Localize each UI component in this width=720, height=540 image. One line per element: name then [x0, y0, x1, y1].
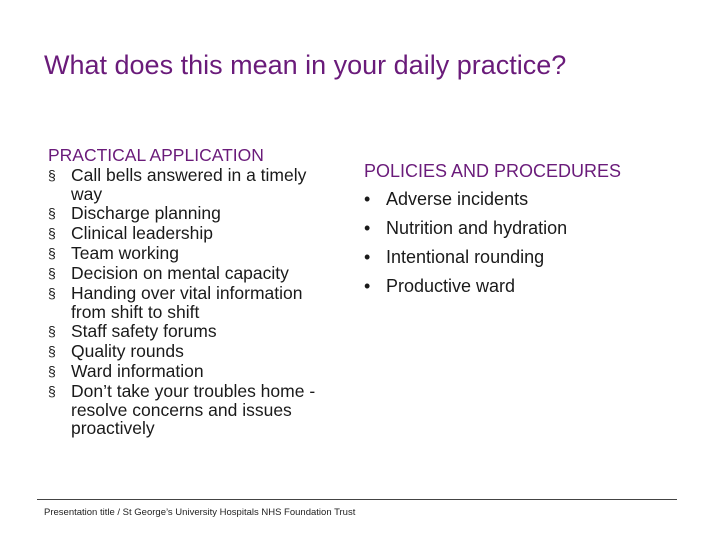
section-bullet-icon: § [48, 265, 56, 281]
item-text-line: Clinical leadership [71, 223, 214, 243]
bullet-dot-icon: • [364, 276, 371, 296]
item-text-line: Staff safety forums [71, 321, 217, 341]
section-bullet-icon: § [48, 323, 56, 339]
item-text-line: Ward information [71, 361, 204, 381]
practical-application-item [48, 321, 358, 341]
section-bullet-icon: § [48, 285, 56, 301]
section-bullet-icon: § [48, 225, 56, 241]
practical-application-item [48, 341, 358, 361]
section-bullet-icon: § [48, 245, 56, 261]
policy-item-text: Adverse incidents [386, 189, 529, 209]
policies-column [364, 157, 694, 301]
section-bullet-icon: § [48, 363, 56, 379]
practical-application-item [48, 381, 358, 437]
practical-application-item [48, 223, 358, 243]
practical-application-item [48, 243, 358, 263]
policy-item [364, 243, 694, 272]
item-text-line: way [71, 184, 103, 204]
section-bullet-icon: § [48, 383, 56, 399]
policy-item-text: Productive ward [386, 276, 516, 296]
practical-application-item [48, 283, 358, 321]
practical-application-item [48, 203, 358, 223]
practical-application-column [48, 145, 358, 437]
bullet-dot-icon: • [364, 218, 371, 238]
footer-divider [37, 499, 677, 500]
item-text-line: resolve concerns and issues [71, 400, 292, 420]
policy-item-text: Intentional rounding [386, 247, 545, 267]
item-text-line: proactively [71, 418, 155, 438]
item-text-line: Discharge planning [71, 203, 221, 223]
item-text-line: Team working [71, 243, 179, 263]
item-text-line: from shift to shift [71, 302, 200, 322]
footer-text: Presentation title / St George’s University Hospitals NHS Foundation Trust [44, 507, 356, 518]
policy-item-text: Nutrition and hydration [386, 218, 568, 238]
item-text-line: Decision on mental capacity [71, 263, 289, 283]
section-bullet-icon: § [48, 343, 56, 359]
item-text-line: Call bells answered in a timely [71, 165, 307, 185]
practical-application-item [48, 263, 358, 283]
bullet-dot-icon: • [364, 247, 371, 267]
policy-item [364, 185, 694, 214]
bullet-dot-icon: • [364, 189, 371, 209]
item-text-line: Handing over vital information [71, 283, 303, 303]
section-bullet-icon: § [48, 167, 56, 183]
slide-title: What does this mean in your daily practice? [44, 50, 567, 80]
item-text-line: Don’t take your troubles home - [71, 381, 316, 401]
practical-application-list [48, 165, 358, 437]
practical-application-item [48, 361, 358, 381]
policies-heading: POLICIES AND PROCEDURES [364, 161, 622, 181]
section-bullet-icon: § [48, 205, 56, 221]
item-text-line: Quality rounds [71, 341, 184, 361]
policies-list [364, 185, 694, 301]
policy-item [364, 214, 694, 243]
policy-item [364, 272, 694, 301]
practical-application-heading: PRACTICAL APPLICATION [48, 145, 264, 165]
practical-application-item [48, 165, 358, 203]
